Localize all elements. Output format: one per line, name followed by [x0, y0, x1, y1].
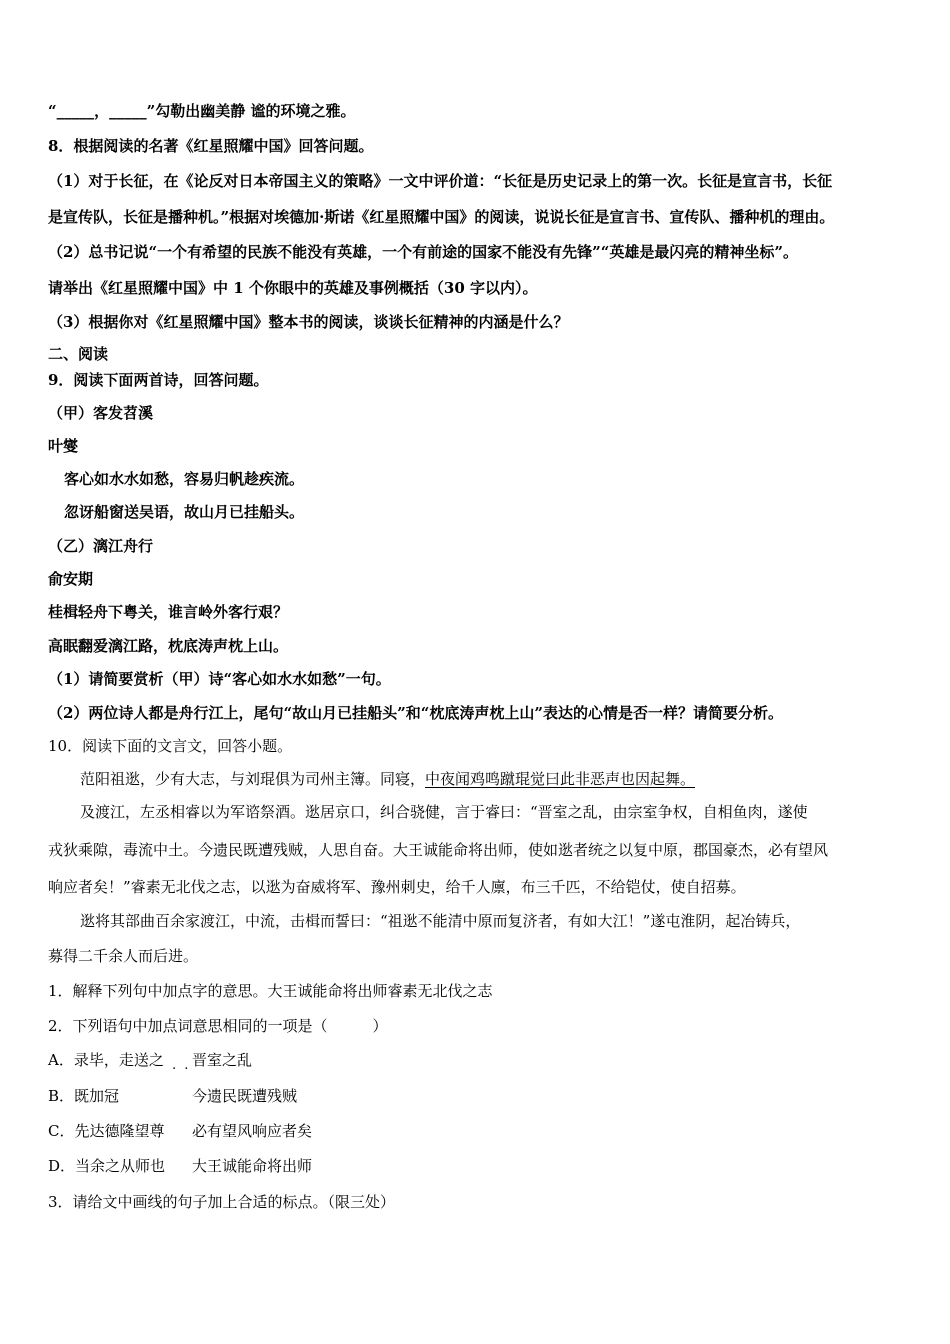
poem-1-line-1: 客心如水水如愁，容易归帆趁疾流。 [64, 470, 305, 488]
question-8-part-2-cont: 请举出《红星照耀中国》中 1 个你眼中的英雄及事例概括（30 字以内）。 [48, 279, 538, 297]
question-8-part-1-cont: 是宣传队，长征是播种机。”根据对埃德加·斯诺《红星照耀中国》的阅读，说说长征是宣言书、宣传队、播种机的理由。 [48, 208, 835, 226]
option-b-label: B．既加冠 [48, 1087, 120, 1105]
option-c-text: 必有望风响应者矣 [192, 1122, 313, 1140]
option-d-label: D．当余之从师也 [48, 1157, 166, 1175]
poem-1-title: （甲）客发苕溪 [48, 404, 154, 422]
question-8-part-1: （1）对于长征，在《论反对日本帝国主义的策略》一文中评价道：“长征是历史记录上的第一次。长征是宣言书，长征 [48, 172, 833, 190]
underlined-sentence: 中夜闻鸡鸣蹴琨觉曰此非恶声也因起舞。 [425, 770, 696, 788]
emphasis-dots: . . [172, 1058, 191, 1073]
option-a-text: 晋室之乱 [192, 1051, 253, 1069]
poem-2-title: （乙）漓江舟行 [48, 537, 154, 555]
poem-2-line-2: 高眠翻爱漓江路，枕底涛声枕上山。 [48, 637, 289, 655]
question-8-heading: 8．根据阅读的名著《红星照耀中国》回答问题。 [48, 137, 374, 155]
poem-2-line-1: 桂楫轻舟下粤关，谁言岭外客行艰？ [48, 603, 289, 621]
section-heading-reading: 二、阅读 [48, 345, 109, 363]
poem-2-author: 俞安期 [48, 570, 94, 588]
sub-question-1: 1．解释下列句中加点字的意思。大王诚能命将出师睿素无北伐之志 [48, 982, 493, 1000]
poem-1-line-2: 忽讶船窗送吴语，故山月已挂船头。 [64, 503, 305, 521]
passage-paragraph-2-cont: 响应者矣！”睿素无北伐之志，以逖为奋威将军、豫州刺史，给千人廪，布三千匹，不给铠仗，使自招募。 [48, 878, 746, 896]
question-9-part-2: （2）两位诗人都是舟行江上，尾句“故山月已挂船头”和“枕底涛声枕上山”表达的心情是否一样？请简要分析。 [48, 704, 783, 722]
passage-paragraph-2-cont: 戎狄乘隙，毒流中土。今遗民既遭残贼，人思自奋。大王诚能命将出师，使如逖者统之以复中原，郡国豪杰，必有望风 [48, 841, 829, 859]
question-9-heading: 9．阅读下面两首诗，回答问题。 [48, 371, 269, 389]
passage-paragraph-3-cont: 募得二千余人而后进。 [48, 947, 199, 965]
poem-1-author: 叶燮 [48, 437, 79, 455]
sub-question-3: 3．请给文中画线的句子加上合适的标点。（限三处） [48, 1193, 396, 1211]
blank-fill-line: “_____，_____”勾勒出幽美静 谧的环境之雅。 [48, 102, 356, 120]
option-a-label: A．录毕，走送之 [48, 1051, 164, 1069]
passage-paragraph-1 [80, 769, 695, 789]
question-9-part-1: （1）请简要赏析（甲）诗“客心如水水如愁”一句。 [48, 670, 391, 688]
question-10-heading: 10．阅读下面的文言文，回答小题。 [48, 737, 293, 755]
sub-question-2: 2．下列语句中加点词意思相同的一项是（ ） [48, 1017, 388, 1035]
option-c-label: C．先达德隆望尊 [48, 1122, 165, 1140]
passage-paragraph-3: 逖将其部曲百余家渡江，中流，击楫而誓曰：“祖逖不能清中原而复济者，有如大江！”遂屯淮阴，起冶铸兵， [80, 912, 801, 930]
question-8-part-3: （3）根据你对《红星照耀中国》整本书的阅读，谈谈长征精神的内涵是什么？ [48, 313, 569, 331]
passage-paragraph-2: 及渡江，左丞相睿以为军谘祭酒。逖居京口，纠合骁健，言于睿曰：“晋室之乱，由宗室争权，自相鱼肉，遂使 [80, 803, 808, 821]
passage-text: 范阳祖逖，少有大志，与刘琨俱为司州主簿。同寝， [80, 770, 426, 788]
option-b-text: 今遗民既遭残贼 [192, 1087, 298, 1105]
question-8-part-2: （2）总书记说“一个有希望的民族不能没有英雄，一个有前途的国家不能没有先锋”“英雄是最闪亮的精神坐标”。 [48, 243, 798, 261]
option-d-text: 大王诚能命将出师 [192, 1157, 313, 1175]
